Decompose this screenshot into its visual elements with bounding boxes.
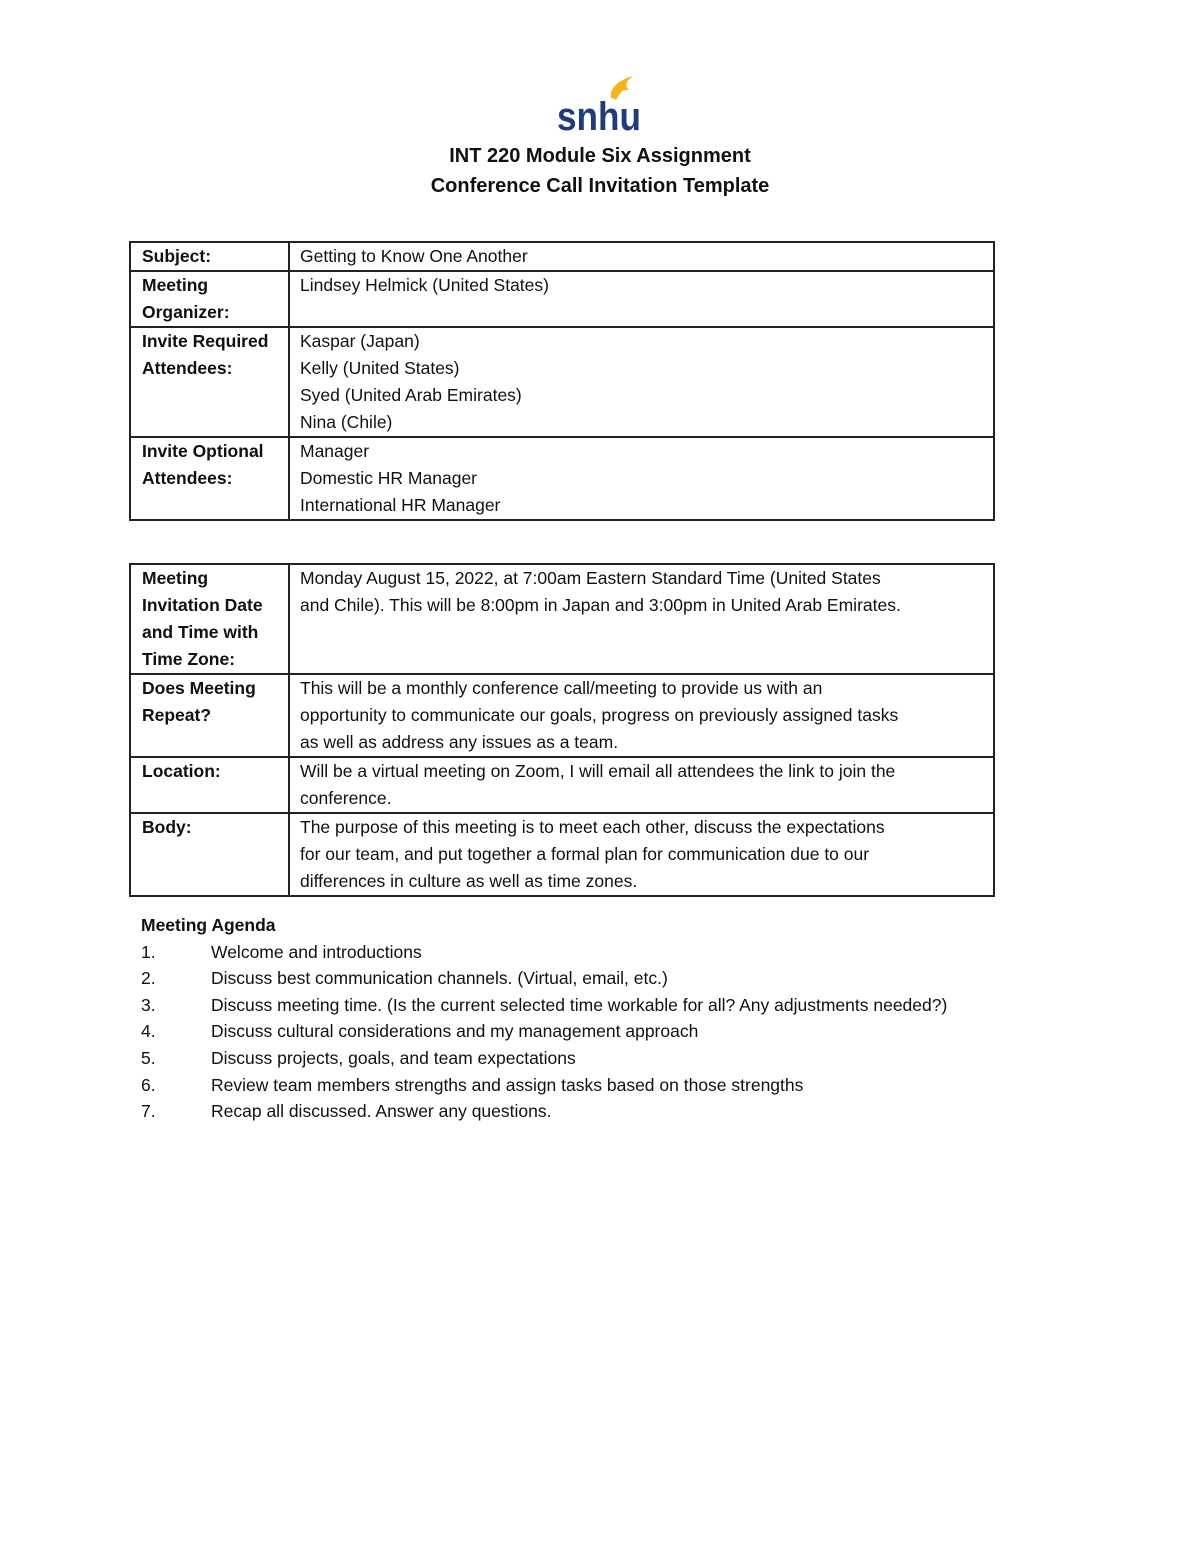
logo-text: snhu <box>557 95 641 134</box>
row-value <box>289 757 994 813</box>
value-line: Lindsey Helmick (United States) <box>300 275 549 295</box>
value-line: Domestic HR Manager <box>300 468 477 488</box>
value-line: Manager <box>300 441 370 461</box>
label-line: Location: <box>142 761 221 781</box>
document-subtitle: Conference Call Invitation Template <box>430 175 770 197</box>
table-row <box>130 271 994 327</box>
value-line: Will be a virtual meeting on Zoom, I will email all attendees the link to join the <box>300 761 896 781</box>
label-line: Meeting <box>142 568 209 588</box>
row-label <box>130 437 289 520</box>
row-value <box>289 271 994 327</box>
value-line: Getting to Know One Another <box>300 246 528 266</box>
list-text: Discuss cultural considerations and my management approach <box>211 1021 699 1042</box>
row-label <box>130 674 289 757</box>
list-item <box>141 992 1101 1019</box>
label-line: Invite Optional <box>142 441 264 461</box>
value-line: The purpose of this meeting is to meet each other, discuss the expectations <box>300 817 885 837</box>
value-line: differences in culture as well as time zones. <box>300 871 638 891</box>
value-line: as well as address any issues as a team. <box>300 732 619 752</box>
row-label <box>130 813 289 896</box>
table-row <box>130 757 994 813</box>
row-label <box>130 564 289 674</box>
label-line: Meeting <box>142 275 209 295</box>
list-number: 1. <box>141 941 156 962</box>
label-line: Subject: <box>142 246 212 266</box>
list-item <box>141 1045 1101 1072</box>
invitation-table <box>129 241 995 521</box>
list-text: Discuss meeting time. (Is the current selected time workable for all? Any adjustments needed?) <box>211 994 948 1015</box>
row-value <box>289 437 994 520</box>
value-line: Monday August 15, 2022, at 7:00am Eastern Standard Time (United States <box>300 568 881 588</box>
row-value <box>289 813 994 896</box>
row-label <box>130 271 289 327</box>
value-line: and Chile). This will be 8:00pm in Japan and 3:00pm in United Arab Emirates. <box>300 595 901 615</box>
table-row <box>130 437 994 520</box>
row-label <box>130 327 289 437</box>
label-line: Attendees: <box>142 358 233 378</box>
label-line: Time Zone: <box>142 649 236 669</box>
list-number: 5. <box>141 1047 156 1068</box>
value-line: conference. <box>300 788 392 808</box>
list-item <box>141 965 1101 992</box>
list-text: Recap all discussed. Answer any questions. <box>211 1101 552 1122</box>
list-number: 6. <box>141 1074 156 1095</box>
meeting-agenda <box>141 912 1101 1125</box>
row-value <box>289 564 994 674</box>
row-label <box>130 242 289 271</box>
table-row <box>130 242 994 271</box>
label-line: Invitation Date <box>142 595 263 615</box>
label-line: Does Meeting <box>142 678 256 698</box>
list-number: 3. <box>141 994 156 1015</box>
list-item <box>141 1072 1101 1099</box>
value-line: for our team, and put together a formal plan for communication due to our <box>300 844 870 864</box>
value-line: Syed (United Arab Emirates) <box>300 385 522 405</box>
list-number: 7. <box>141 1101 156 1122</box>
label-line: Organizer: <box>142 302 230 322</box>
row-value <box>289 242 994 271</box>
list-text: Review team members strengths and assign tasks based on those strengths <box>211 1074 804 1095</box>
value-line: Kaspar (Japan) <box>300 331 420 351</box>
list-item <box>141 939 1101 966</box>
table-row <box>130 327 994 437</box>
list-item <box>141 1098 1101 1125</box>
list-text: Discuss best communication channels. (Virtual, email, etc.) <box>211 968 668 989</box>
list-text: Discuss projects, goals, and team expectations <box>211 1047 576 1068</box>
document-title: INT 220 Module Six Assignment <box>449 145 751 167</box>
row-label <box>130 757 289 813</box>
list-number: 2. <box>141 968 156 989</box>
list-text: Welcome and introductions <box>211 941 422 962</box>
meeting-details-table <box>129 563 995 897</box>
label-line: Repeat? <box>142 705 212 725</box>
value-line: International HR Manager <box>300 495 501 515</box>
label-line: Body: <box>142 817 192 837</box>
label-line: Attendees: <box>142 468 233 488</box>
row-value <box>289 327 994 437</box>
snhu-logo <box>553 72 645 134</box>
value-line: opportunity to communicate our goals, progress on previously assigned tasks <box>300 705 899 725</box>
value-line: Kelly (United States) <box>300 358 460 378</box>
agenda-heading: Meeting Agenda <box>141 915 276 935</box>
list-item <box>141 1018 1101 1045</box>
list-number: 4. <box>141 1021 156 1042</box>
value-line: This will be a monthly conference call/meeting to provide us with an <box>300 678 823 698</box>
label-line: Invite Required <box>142 331 269 351</box>
table-row <box>130 674 994 757</box>
label-line: and Time with <box>142 622 259 642</box>
row-value <box>289 674 994 757</box>
value-line: Nina (Chile) <box>300 412 393 432</box>
table-row <box>130 564 994 674</box>
table-row <box>130 813 994 896</box>
